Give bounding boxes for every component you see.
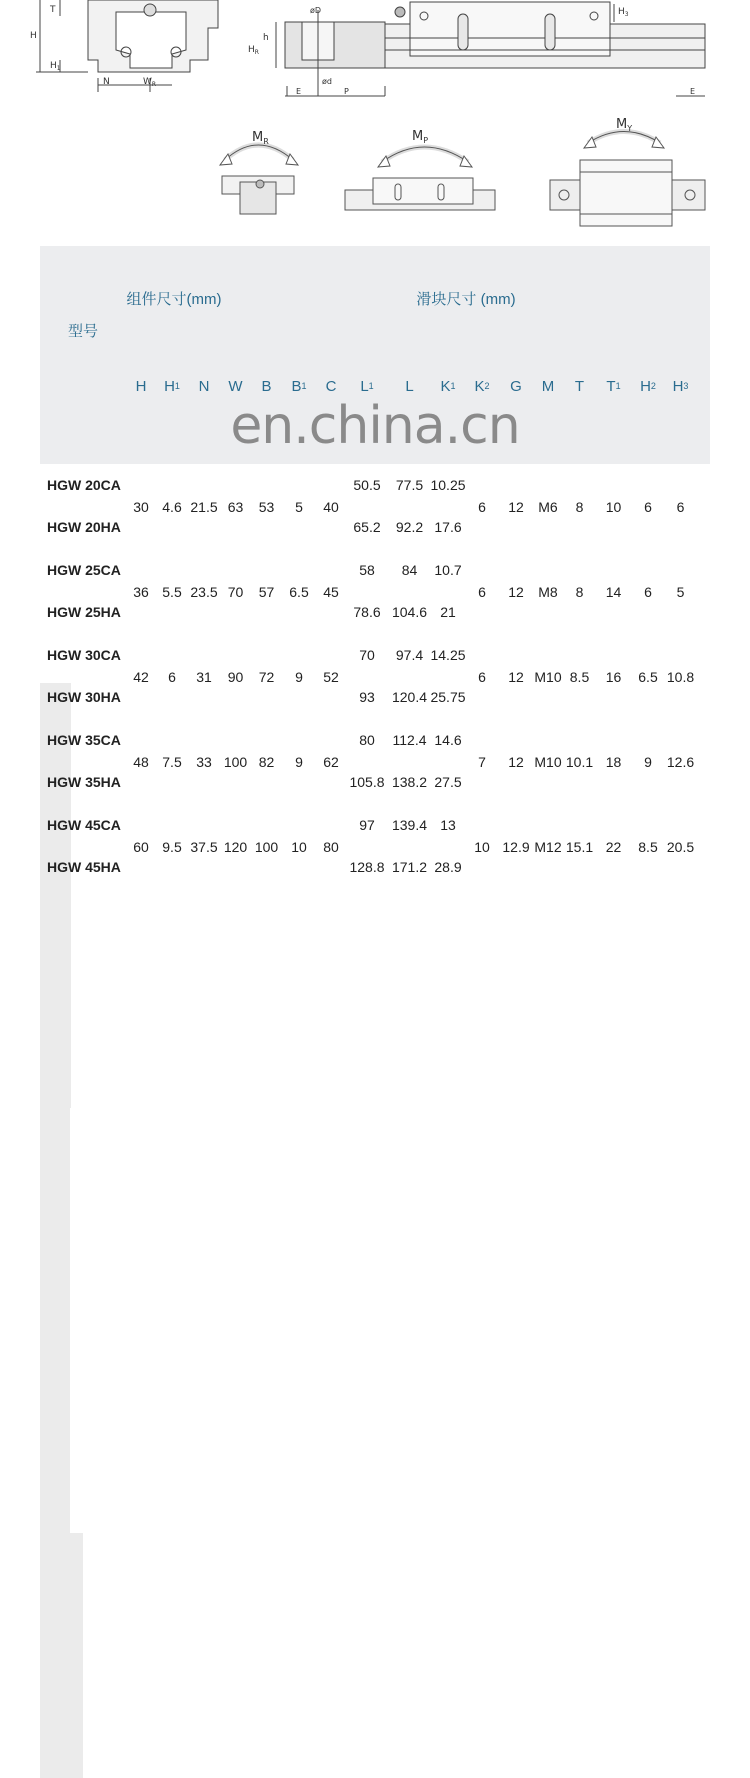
- column-symbol: H: [672, 377, 684, 395]
- value-h3: 6: [676, 498, 685, 515]
- value-m: M6: [538, 498, 558, 515]
- value-b: 57: [258, 583, 275, 600]
- value-h2: 9: [644, 753, 652, 770]
- column-symbol: H: [640, 377, 651, 395]
- column-symbol: C: [325, 377, 337, 395]
- value-k2: 7: [478, 753, 486, 770]
- value-k1: 10.25: [430, 477, 466, 493]
- label-h: h: [263, 33, 269, 43]
- value-t1: 10: [605, 498, 622, 515]
- value-h: 42: [133, 668, 149, 685]
- value-t: 10.1: [565, 753, 594, 770]
- value-b1: 9: [295, 668, 303, 685]
- value-m: M8: [538, 583, 558, 600]
- value-h: 36: [133, 583, 149, 600]
- value-n: 23.5: [190, 583, 218, 600]
- column-symbol: G: [510, 377, 522, 395]
- label-T: T: [50, 5, 56, 15]
- label-WR: $W_R$: [143, 77, 157, 88]
- model-name: HGW 35HA: [47, 774, 121, 790]
- value-t1: 18: [605, 753, 622, 770]
- model-name: HGW 30CA: [47, 647, 121, 663]
- value-l1: 58: [359, 562, 375, 578]
- label-MR: $M_R$: [252, 130, 269, 146]
- value-k1: 27.5: [434, 774, 462, 790]
- assembly-header-unit: (mm): [186, 290, 222, 308]
- column-subscript: 3: [683, 380, 689, 391]
- label-D: øD: [310, 6, 322, 15]
- value-l: 97.4: [395, 647, 424, 663]
- value-l: 120.4: [391, 689, 428, 705]
- value-h1: 4.6: [162, 498, 182, 515]
- value-h3: 10.8: [666, 668, 695, 685]
- value-b: 82: [258, 753, 275, 770]
- label-P: P: [344, 87, 349, 96]
- moment-mp-drawing: [345, 147, 495, 210]
- block-header: 滑块尺寸 (mm): [416, 290, 516, 308]
- value-h1: 9.5: [162, 838, 182, 855]
- value-h2: 6: [644, 583, 652, 600]
- model-name: HGW 25CA: [47, 562, 121, 578]
- column-symbol: L: [360, 377, 369, 395]
- value-c: 52: [323, 668, 339, 685]
- value-l1: 105.8: [349, 774, 385, 790]
- label-E: E: [296, 87, 302, 96]
- value-k1: 25.75: [430, 689, 466, 705]
- value-k2: 6: [478, 668, 486, 685]
- value-g: 12: [508, 753, 524, 770]
- model-name: HGW 45CA: [47, 817, 121, 833]
- value-w: 70: [227, 583, 244, 600]
- column-symbol: M: [541, 377, 555, 395]
- value-b1: 6.5: [289, 583, 309, 600]
- value-b1: 9: [295, 753, 303, 770]
- value-g: 12.9: [502, 838, 530, 855]
- shaded-column: [40, 1108, 70, 1533]
- value-b: 53: [258, 498, 275, 515]
- value-l: 171.2: [391, 859, 428, 875]
- column-symbol: H: [135, 377, 147, 395]
- value-h1: 6: [168, 668, 176, 685]
- value-l: 84: [401, 562, 418, 578]
- value-k1: 13: [440, 817, 456, 833]
- value-l1: 78.6: [353, 604, 381, 620]
- column-symbol: K: [474, 377, 485, 395]
- assembly-header-title: 组件尺寸: [126, 290, 187, 308]
- shaded-column: [40, 1533, 83, 1778]
- value-b: 72: [258, 668, 275, 685]
- value-c: 80: [323, 838, 339, 855]
- value-k1: 17.6: [434, 519, 462, 535]
- cross-section-drawing: [36, 0, 218, 92]
- value-l: 77.5: [395, 477, 424, 493]
- column-subscript: 1: [368, 380, 374, 391]
- value-l1: 97: [359, 817, 375, 833]
- value-h: 30: [133, 498, 149, 515]
- column-subscript: 2: [484, 380, 490, 391]
- column-symbol: H: [164, 377, 175, 395]
- value-n: 21.5: [190, 498, 218, 515]
- value-k1: 14.25: [430, 647, 466, 663]
- value-m: M10: [534, 753, 562, 770]
- value-k1: 21: [440, 604, 456, 620]
- value-h2: 6: [644, 498, 652, 515]
- value-h3: 20.5: [666, 838, 695, 855]
- label-HR: $H_R$: [248, 45, 259, 56]
- column-symbol: L: [405, 377, 414, 395]
- value-b: 100: [254, 838, 279, 855]
- value-m: M12: [534, 838, 562, 855]
- label-d: ød: [322, 77, 332, 86]
- value-c: 40: [323, 498, 339, 515]
- assembly-header: [126, 246, 222, 352]
- value-h2: 6.5: [638, 668, 658, 685]
- model-name: HGW 25HA: [47, 604, 121, 620]
- column-subscript: 1: [174, 380, 180, 391]
- value-h3: 12.6: [666, 753, 695, 770]
- value-l: 104.6: [391, 604, 428, 620]
- model-header: 型号: [67, 322, 98, 340]
- value-n: 33: [196, 753, 212, 770]
- value-g: 12: [508, 583, 524, 600]
- moment-mr-drawing: [220, 145, 298, 214]
- value-l: 139.4: [391, 817, 428, 833]
- value-h1: 5.5: [162, 583, 182, 600]
- value-t: 8: [575, 498, 584, 515]
- value-k1: 10.7: [434, 562, 462, 578]
- value-t1: 16: [605, 668, 622, 685]
- value-c: 62: [323, 753, 339, 770]
- value-l: 92.2: [395, 519, 424, 535]
- column-subscript: 2: [650, 380, 656, 391]
- value-n: 37.5: [190, 838, 218, 855]
- value-l1: 80: [359, 732, 375, 748]
- value-h: 48: [133, 753, 149, 770]
- value-w: 90: [227, 668, 244, 685]
- value-w: 63: [227, 498, 244, 515]
- value-l1: 70: [359, 647, 375, 663]
- column-symbol: T: [574, 377, 585, 395]
- value-l1: 128.8: [349, 859, 385, 875]
- value-k1: 28.9: [434, 859, 462, 875]
- value-b1: 10: [291, 838, 307, 855]
- value-l1: 50.5: [353, 477, 381, 493]
- label-E-right: E: [690, 87, 696, 96]
- label-MY: $M_Y$: [616, 117, 633, 133]
- value-t: 8.5: [569, 668, 590, 685]
- watermark: en.china.cn: [230, 396, 520, 456]
- model-name: HGW 35CA: [47, 732, 121, 748]
- value-t1: 22: [605, 838, 622, 855]
- value-n: 31: [196, 668, 212, 685]
- side-view-drawing: [276, 2, 705, 96]
- column-subscript: 1: [301, 380, 307, 391]
- value-t: 15.1: [565, 838, 594, 855]
- value-g: 12: [508, 498, 524, 515]
- model-name: HGW 30HA: [47, 689, 121, 705]
- column-subscript: 1: [450, 380, 456, 391]
- column-symbol: T: [606, 377, 616, 395]
- model-name: HGW 20CA: [47, 477, 121, 493]
- value-l1: 93: [359, 689, 375, 705]
- value-k1: 14.6: [434, 732, 462, 748]
- technical-drawings: [0, 0, 750, 245]
- model-name: HGW 20HA: [47, 519, 121, 535]
- label-H3: $H_3$: [618, 7, 629, 18]
- value-g: 12: [508, 668, 524, 685]
- value-h3: 5: [676, 583, 685, 600]
- column-symbol: K: [440, 377, 451, 395]
- moment-my-drawing: [550, 132, 705, 227]
- value-b1: 5: [295, 498, 303, 515]
- column-symbol: W: [228, 377, 243, 395]
- model-name: HGW 45HA: [47, 859, 121, 875]
- value-h2: 8.5: [638, 838, 658, 855]
- label-H1: $H_1$: [50, 61, 61, 72]
- value-m: M10: [534, 668, 562, 685]
- spec-table: [40, 246, 710, 889]
- column-symbol: B: [291, 377, 302, 395]
- value-w: 100: [223, 753, 248, 770]
- value-k2: 10: [474, 838, 490, 855]
- label-H: H: [30, 31, 37, 41]
- label-MP: $M_P$: [412, 129, 429, 145]
- column-symbol: B: [261, 377, 272, 395]
- value-l: 138.2: [391, 774, 428, 790]
- value-l1: 65.2: [353, 519, 381, 535]
- column-symbol: N: [198, 377, 210, 395]
- value-h1: 7.5: [162, 753, 182, 770]
- value-l: 112.4: [392, 732, 427, 748]
- value-c: 45: [323, 583, 339, 600]
- value-k2: 6: [478, 498, 486, 515]
- column-subscript: 1: [615, 380, 621, 391]
- value-w: 120: [223, 838, 248, 855]
- label-N: N: [103, 77, 110, 87]
- value-h: 60: [133, 838, 149, 855]
- value-t1: 14: [605, 583, 622, 600]
- value-k2: 6: [478, 583, 486, 600]
- value-t: 8: [575, 583, 584, 600]
